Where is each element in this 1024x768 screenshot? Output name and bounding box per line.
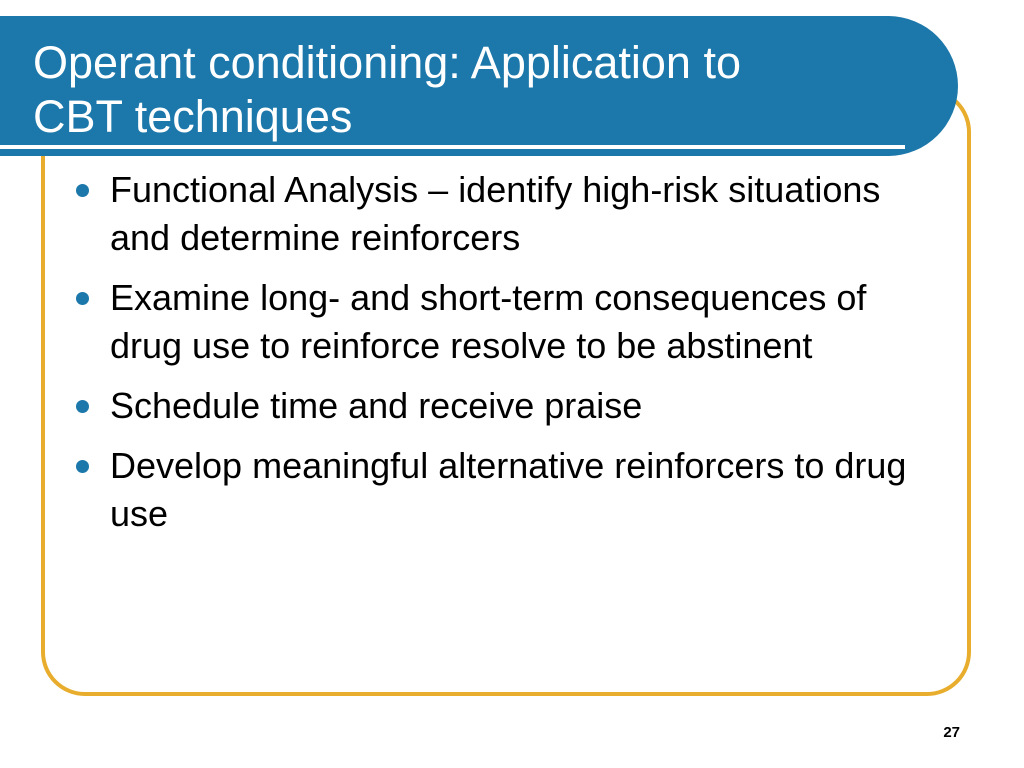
bullet-dot-icon (76, 184, 89, 197)
bullet-text: Functional Analysis – identify high-risk situations and determine reinforcers (110, 169, 881, 258)
slide-title: Operant conditioning: Application to CBT techniques (33, 37, 741, 142)
bullet-dot-icon (76, 400, 89, 413)
bullet-text: Schedule time and receive praise (110, 385, 643, 426)
bullet-item (72, 442, 932, 538)
bullet-text: Develop meaningful alternative reinforcers to drug use (110, 445, 907, 534)
bullet-item (72, 166, 932, 262)
bullet-list (72, 166, 932, 550)
bullet-item (72, 382, 932, 430)
title-underline (0, 145, 905, 149)
bullet-dot-icon (76, 292, 89, 305)
bullet-item (72, 274, 932, 370)
title-bar (0, 16, 958, 156)
bullet-dot-icon (76, 460, 89, 473)
bullet-text: Examine long- and short-term consequences of drug use to reinforce resolve to be abstinent (110, 277, 867, 366)
page-number: 27 (943, 724, 960, 741)
